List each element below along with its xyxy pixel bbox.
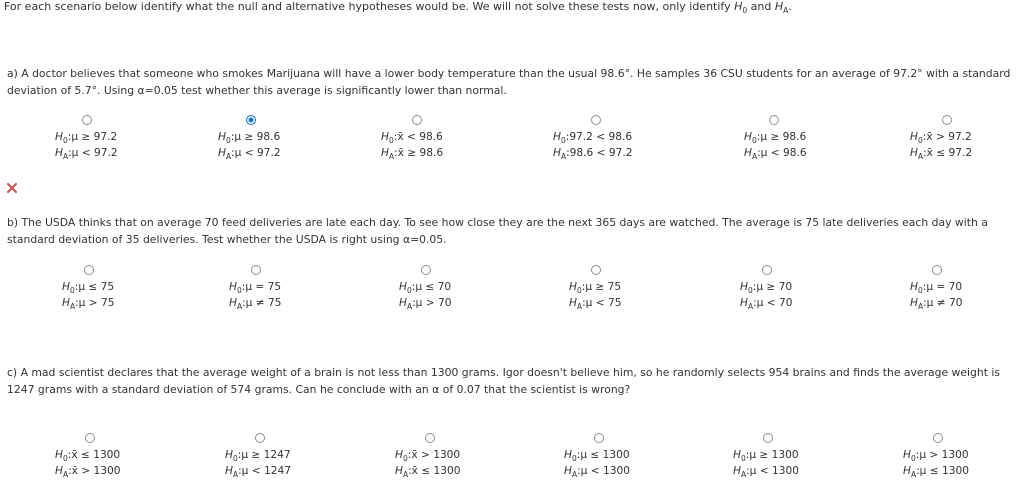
answer-option-c-5[interactable] — [733, 433, 903, 481]
radio-button[interactable] — [84, 265, 94, 275]
question-a-options — [0, 115, 1024, 163]
instructions-text: For each scenario below identify what the null and alternative hypotheses would be. We will not solve these tests now, only identify $H_0$ and $H_A$. — [4, 0, 792, 16]
answer-option-a-4[interactable] — [553, 115, 723, 163]
alternative-hypothesis-label: $H_A:\mu < 1300$ — [733, 465, 799, 480]
null-hypothesis-label: $H_0:\mu > 1300$ — [903, 449, 969, 464]
question-a-text: a) A doctor believes that someone who smokes Marijuana will have a lower body temperature than the usual 98.6°. He samples 36 CSU students for an average of 97.2° with a standard deviation of 5.7°. Using α=0.05 test whether this average is significantly lower than normal. — [7, 67, 1011, 97]
answer-option-c-3[interactable] — [395, 433, 565, 481]
null-hypothesis-label: $H_0:x̄ > 97.2$ — [910, 131, 972, 146]
radio-button[interactable] — [255, 433, 265, 443]
radio-button[interactable] — [933, 433, 943, 443]
question-c-options — [0, 433, 1024, 481]
answer-option-a-2[interactable] — [218, 115, 388, 163]
null-hypothesis-label: $H_0:\mu \ge 1247$ — [225, 449, 291, 464]
null-hypothesis-label: $H_0:\mu \ge 97.2$ — [55, 131, 118, 146]
null-hypothesis-label: $H_0:\mu \ge 75$ — [569, 281, 622, 296]
radio-button[interactable] — [942, 115, 952, 125]
radio-button[interactable] — [763, 433, 773, 443]
null-hypothesis-label: $H_0:\mu = 75$ — [229, 281, 282, 296]
radio-button[interactable] — [769, 115, 779, 125]
alternative-hypothesis-label: $H_A:\mu < 97.2$ — [218, 147, 281, 162]
answer-option-a-5[interactable] — [744, 115, 914, 163]
radio-button[interactable] — [82, 115, 92, 125]
answer-option-c-2[interactable] — [225, 433, 395, 481]
alternative-hypothesis-label: $H_A:x̄ \le 1300$ — [395, 465, 461, 480]
radio-button[interactable] — [421, 265, 431, 275]
alternative-hypothesis-label: $H_A:x̄ \le 97.2$ — [910, 147, 973, 162]
answer-option-b-1[interactable] — [62, 265, 232, 313]
radio-button[interactable] — [246, 115, 256, 125]
radio-button[interactable] — [932, 265, 942, 275]
answer-option-b-2[interactable] — [229, 265, 399, 313]
question-b-options — [0, 265, 1024, 313]
incorrect-x-icon — [6, 182, 18, 194]
null-hypothesis-label: $H_0:97.2 < 98.6$ — [553, 131, 633, 146]
null-hypothesis-label: $H_0:\mu \ge 1300$ — [733, 449, 799, 464]
alternative-hypothesis-label: $H_A:\mu < 1300$ — [564, 465, 630, 480]
answer-option-c-4[interactable] — [564, 433, 734, 481]
question-c-text: c) A mad scientist declares that the average weight of a brain is not less than 1300 grams. Igor doesn't believe him, so he randomly selects 954 brains and finds the average weight is 1247 grams with a standard deviation of 574 grams. Can he conclude with an α of 0.07 that the scientist is wrong? — [7, 366, 1001, 396]
null-hypothesis-label: $H_0:x̄ > 1300$ — [395, 449, 461, 464]
alternative-hypothesis-label: $H_A:x̄ > 1300$ — [55, 465, 121, 480]
null-hypothesis-label: $H_0:x̄ < 98.6$ — [381, 131, 443, 146]
null-hypothesis-label: $H_0:x̄ \le 1300$ — [55, 449, 121, 464]
alternative-hypothesis-label: $H_A:\mu > 70$ — [399, 297, 452, 312]
alternative-hypothesis-label: $H_A:\mu < 1247$ — [225, 465, 291, 480]
radio-button[interactable] — [591, 115, 601, 125]
alternative-hypothesis-label: $H_A:\mu < 97.2$ — [55, 147, 118, 162]
answer-option-b-6[interactable] — [910, 265, 1024, 313]
alternative-hypothesis-label: $H_A:x̄ \ge 98.6$ — [381, 147, 444, 162]
radio-button[interactable] — [412, 115, 422, 125]
answer-option-b-5[interactable] — [740, 265, 910, 313]
alternative-hypothesis-label: $H_A:\mu < 70$ — [740, 297, 793, 312]
null-hypothesis-label: $H_0:\mu \ge 98.6$ — [744, 131, 807, 146]
radio-button[interactable] — [591, 265, 601, 275]
null-hypothesis-label: $H_0:\mu \le 1300$ — [564, 449, 630, 464]
radio-button[interactable] — [251, 265, 261, 275]
answer-option-a-6[interactable] — [910, 115, 1024, 163]
answer-option-a-3[interactable] — [381, 115, 551, 163]
question-b-text: b) The USDA thinks that on average 70 feed deliveries are late each day. To see how close they are the next 365 days are watched. The average is 75 late deliveries each day with a standard deviation of 35 deliveries. Test whether the USDA is right using α=0.05. — [7, 216, 988, 246]
answer-option-a-1[interactable] — [55, 115, 225, 163]
null-hypothesis-label: $H_0:\mu \ge 70$ — [740, 281, 793, 296]
answer-option-b-4[interactable] — [569, 265, 739, 313]
answer-option-b-3[interactable] — [399, 265, 569, 313]
answer-option-c-1[interactable] — [55, 433, 225, 481]
null-hypothesis-label: $H_0:\mu = 70$ — [910, 281, 963, 296]
null-hypothesis-label: $H_0:\mu \le 75$ — [62, 281, 115, 296]
radio-button[interactable] — [594, 433, 604, 443]
radio-button[interactable] — [762, 265, 772, 275]
alternative-hypothesis-label: $H_A:\mu < 98.6$ — [744, 147, 807, 162]
null-hypothesis-label: $H_0:\mu \le 70$ — [399, 281, 452, 296]
answer-option-c-6[interactable] — [903, 433, 1024, 481]
alternative-hypothesis-label: $H_A:\mu < 75$ — [569, 297, 622, 312]
radio-button[interactable] — [425, 433, 435, 443]
alternative-hypothesis-label: $H_A:98.6 < 97.2$ — [553, 147, 633, 162]
alternative-hypothesis-label: $H_A:\mu \le 1300$ — [903, 465, 969, 480]
alternative-hypothesis-label: $H_A:\mu \ne 70$ — [910, 297, 963, 312]
alternative-hypothesis-label: $H_A:\mu > 75$ — [62, 297, 115, 312]
radio-button[interactable] — [85, 433, 95, 443]
alternative-hypothesis-label: $H_A:\mu \ne 75$ — [229, 297, 282, 312]
null-hypothesis-label: $H_0:\mu \ge 98.6$ — [218, 131, 281, 146]
